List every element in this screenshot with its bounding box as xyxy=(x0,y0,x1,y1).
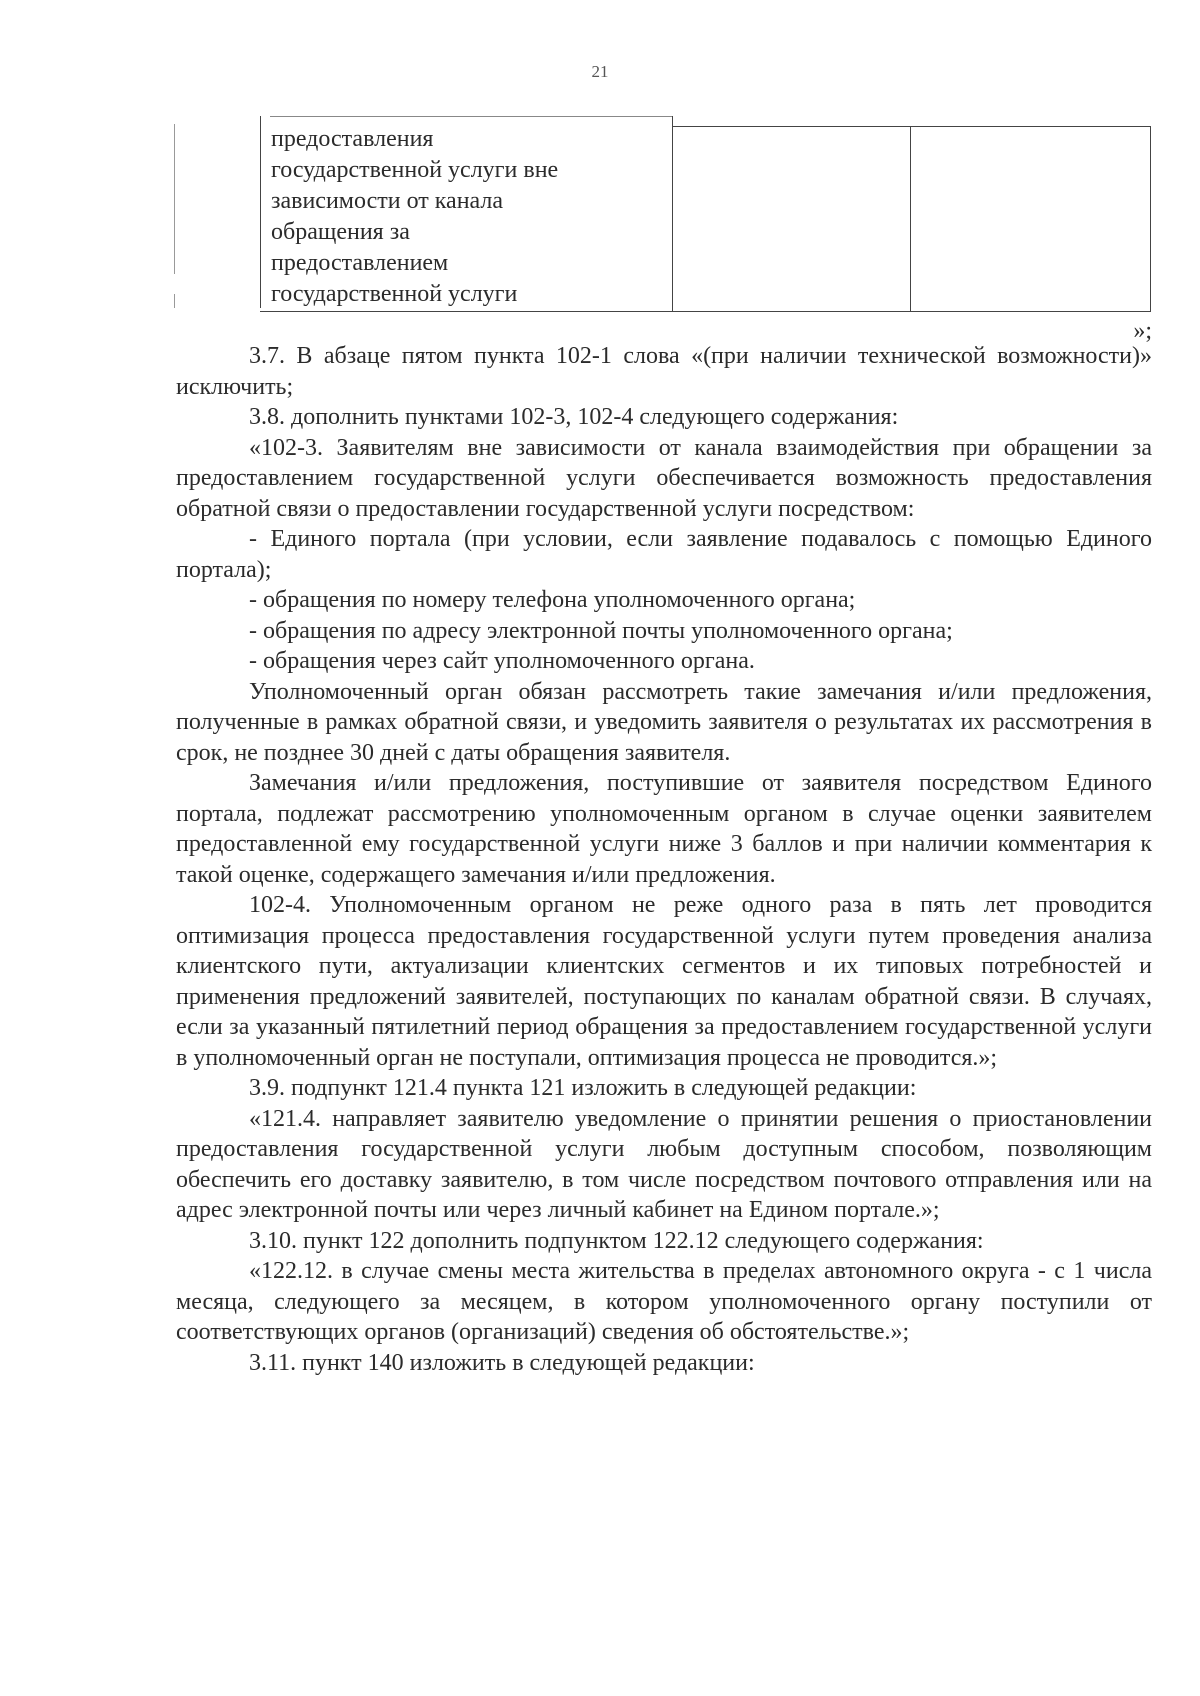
table-cell-line: зависимости от канала xyxy=(271,188,504,214)
paragraph-122-12: «122.12. в случае смены места жительства в пределах автономного округа - с 1 числа месяца, следующего за месяцем, в котором уполномоченного органу поступили от соответствующих органов (организаций) сведения об обстоятельстве.»; xyxy=(176,1258,1152,1345)
table-cell-line: предоставлением xyxy=(271,250,449,276)
table-cell-text xyxy=(271,124,631,310)
table-left-border xyxy=(174,124,175,274)
paragraph-review-obligation: Уполномоченный орган обязан рассмотреть такие замечания и/или предложения, полученные в рамках обратной связи, и уведомить заявителя о результатах их рассмотрения в срок, не позднее 30 дней с даты обращения заявителя. xyxy=(176,678,1152,766)
paragraph-3-7: 3.7. В абзаце пятом пункта 102-1 слова «(при наличии технической возможности)» исключить; xyxy=(176,343,1152,400)
table-column-border-3 xyxy=(910,126,911,312)
table-right-border xyxy=(1150,126,1151,312)
list-item-portal: - Единого портала (при условии, если заявление подавалось с помощью Единого портала); xyxy=(176,526,1152,583)
table-top-border-right xyxy=(672,126,1151,127)
paragraph-3-10: 3.10. пункт 122 дополнить подпунктом 122.12 следующего содержания: xyxy=(249,1227,984,1254)
paragraph-121-4: «121.4. направляет заявителю уведомление о принятии решения о приостановлении предоставления государственной услуги любым доступным способом, позволяющим обеспечить его доставку заявителю, в том числе посредством почтового отправления или на адрес электронной почты или через личный кабинет на Едином портале.»; xyxy=(176,1105,1152,1223)
table-cell-line: предоставления xyxy=(271,126,434,152)
paragraph-3-11: 3.11. пункт 140 изложить в следующей редакции: xyxy=(249,1349,755,1376)
paragraph-102-4: 102-4. Уполномоченным органом не реже одного раза в пять лет проводится оптимизация процесса предоставления государственной услуги путем проведения анализа клиентского пути, актуализации клиентских сегментов и их типовых потребностей и применения предложений заявителей, поступающих по каналам обратной связи. В случаях, если за указанный пятилетний период обращения за предоставлением государственной услуги в уполномоченный орган не поступали, оптимизация процесса не проводится.»; xyxy=(176,892,1152,1071)
table-column-border-2 xyxy=(672,116,673,312)
table-column-border-1 xyxy=(260,116,261,308)
document-body xyxy=(176,341,1152,1378)
table-cell-line: обращения за xyxy=(271,219,410,245)
paragraph-3-9: 3.9. подпункт 121.4 пункта 121 изложить в следующей редакции: xyxy=(249,1075,917,1101)
table-closing-mark: »; xyxy=(1133,318,1152,344)
paragraph-3-8: 3.8. дополнить пунктами 102-3, 102-4 следующего содержания: xyxy=(249,404,899,430)
table-left-marker xyxy=(174,294,175,308)
list-item-email: - обращения по адресу электронной почты уполномоченного органа; xyxy=(249,617,953,644)
table-cell-line: государственной услуги xyxy=(271,281,518,307)
list-item-phone: - обращения по номеру телефона уполномоченного органа; xyxy=(249,587,856,613)
table-fragment xyxy=(174,116,1152,316)
list-item-website: - обращения через сайт уполномоченного органа. xyxy=(249,648,755,674)
table-top-border xyxy=(270,116,672,117)
paragraph-102-3: «102-3. Заявителям вне зависимости от канала взаимодействия при обращении за предоставлением государственной услуги обеспечивается возможность предоставления обратной связи о предоставлении государственной услуги посредством: xyxy=(176,434,1152,522)
table-bottom-border xyxy=(260,311,1151,312)
page-number: 21 xyxy=(591,62,609,81)
table-cell-line: государственной услуги вне xyxy=(271,157,559,183)
paragraph-remarks: Замечания и/или предложения, поступившие от заявителя посредством Единого портала, подлежат рассмотрению уполномоченным органом в случае оценки заявителем предоставленной ему государственной услуги ниже 3 баллов и при наличии комментария к такой оценке, содержащего замечания и/или предложения. xyxy=(176,770,1152,888)
